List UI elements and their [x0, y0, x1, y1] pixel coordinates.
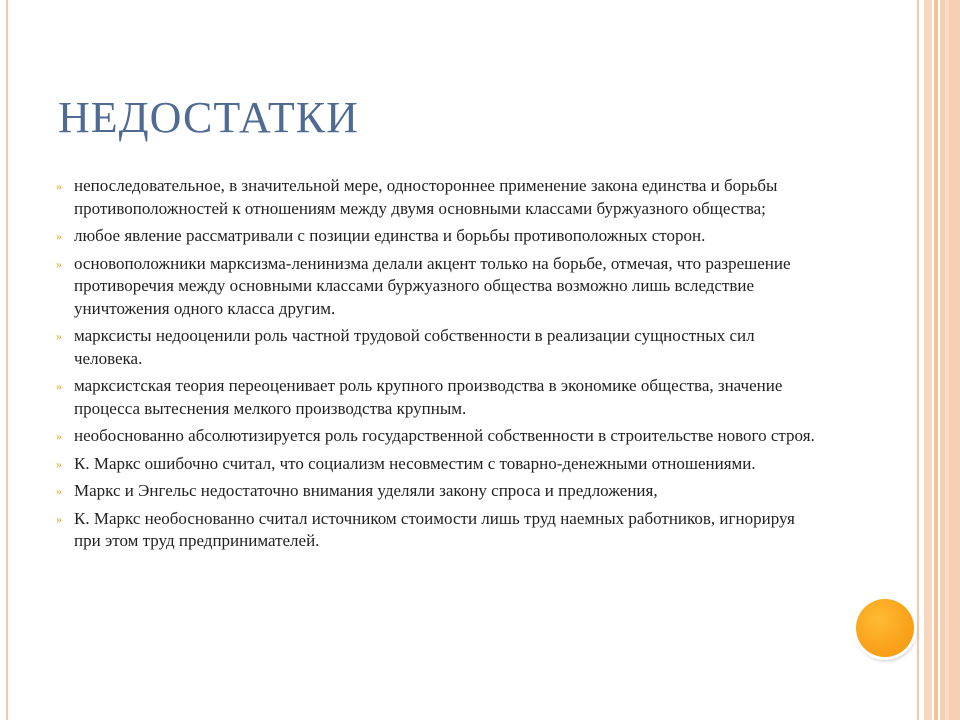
- list-item: [56, 425, 816, 448]
- left-frame-line: [6, 0, 8, 720]
- bullet-marker-icon: »: [56, 511, 62, 526]
- bullet-marker-icon: »: [56, 229, 62, 243]
- bullet-text: непоследовательное, в значительной мере, одностороннее применение закона единства и борьбы противоположностей к отношениям между двумя основными классами буржуазного общества;: [74, 176, 778, 218]
- bullet-text: Маркс и Энгельс недостаточно внимания уделяли закону спроса и предложения,: [74, 481, 658, 500]
- list-item: [56, 508, 816, 553]
- right-stripe: [917, 0, 919, 720]
- bullet-marker-icon: »: [56, 179, 62, 193]
- bullet-marker-icon: »: [56, 379, 62, 393]
- bullet-text: марксисты недооценили роль частной трудовой собственности в реализации сущностных сил человека.: [74, 326, 755, 368]
- list-item: [56, 175, 816, 220]
- list-item: [56, 225, 816, 248]
- list-item: [56, 453, 816, 476]
- right-stripe: [940, 0, 960, 720]
- list-item: [56, 375, 816, 420]
- bullet-marker-icon: »: [56, 484, 62, 498]
- list-item: [56, 253, 816, 321]
- bullet-text: К. Маркс ошибочно считал, что социализм несовместим с товарно-денежными отношениями.: [74, 453, 756, 473]
- bullet-text: любое явление рассматривали с позиции единства и борьбы противоположных сторон.: [74, 226, 706, 245]
- bullet-marker-icon: »: [56, 329, 62, 343]
- right-stripe: [945, 0, 949, 720]
- right-stripe: [934, 0, 938, 720]
- bullet-list: [56, 175, 816, 558]
- bullet-marker-icon: »: [56, 429, 62, 443]
- bullet-text: марксистская теория переоценивает роль крупного производства в экономике общества, значение процесса вытеснения мелкого производства крупным.: [74, 376, 783, 418]
- bullet-marker-icon: »: [56, 456, 62, 471]
- right-stripe: [924, 0, 932, 720]
- slide-title: НЕДОСТАТКИ: [58, 93, 359, 142]
- list-item: [56, 325, 816, 370]
- bullet-text: основоположники марксизма-ленинизма делали акцент только на борьбе, отмечая, что разрешение противоречия между основными классами буржуазного общества возможно лишь вследствие уничтожения одного класса другим.: [74, 253, 791, 318]
- bullet-text: К. Маркс необоснованно считал источником стоимости лишь труд наемных работников, игнорируя при этом труд предпринимателей.: [74, 508, 795, 550]
- list-item: [56, 480, 816, 503]
- bullet-text: необоснованно абсолютизируется роль государственной собственности в строительстве нового строя.: [74, 426, 815, 445]
- orange-circle-decoration: [856, 599, 914, 657]
- bullet-marker-icon: »: [56, 256, 62, 271]
